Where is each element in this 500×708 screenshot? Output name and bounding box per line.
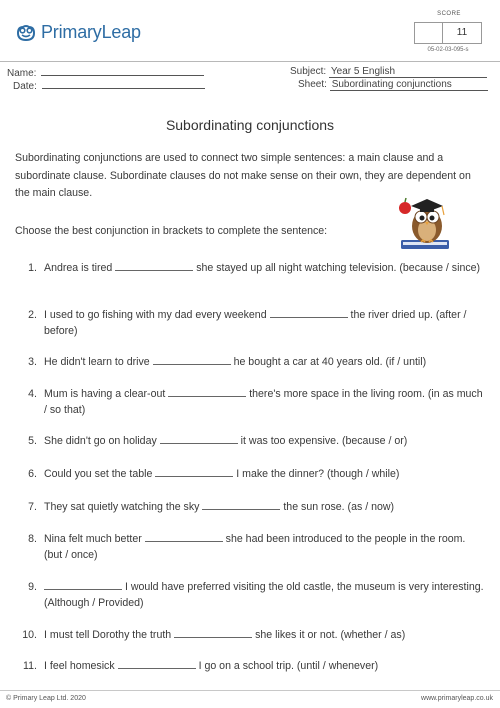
name-field[interactable] xyxy=(41,66,204,76)
date-label: Date: xyxy=(13,81,37,92)
name-row xyxy=(7,66,204,79)
page-title: Subordinating conjunctions xyxy=(165,117,335,133)
question-number: 2. xyxy=(28,309,37,321)
question-number: 10. xyxy=(22,629,37,641)
brand-logo[interactable] xyxy=(15,22,141,43)
question-text: Nina felt much better she had been introduced to the people in the room. (but / once) xyxy=(44,533,466,561)
answer-blank[interactable] xyxy=(160,434,238,444)
answer-blank[interactable] xyxy=(118,659,196,669)
name-label: Name: xyxy=(7,68,37,79)
sheet-label: Sheet: xyxy=(298,79,327,90)
answer-blank[interactable] xyxy=(202,500,280,510)
page-header xyxy=(0,0,500,64)
answer-blank[interactable] xyxy=(155,467,233,477)
brand-name: PrimaryLeap xyxy=(41,22,141,42)
answer-blank[interactable] xyxy=(174,628,252,638)
sheet-code: 05-02-03-095-s xyxy=(427,47,469,53)
score-blank xyxy=(415,23,443,43)
owl-graduate-icon xyxy=(395,190,457,254)
question-text: I would have preferred visiting the old castle, the museum is very interesting. (Although / Provided) xyxy=(44,581,484,609)
score-value: 11 xyxy=(456,27,468,38)
answer-blank[interactable] xyxy=(270,308,348,318)
sheet-row xyxy=(298,79,488,91)
question-text: He didn't learn to drive he bought a car at 40 years old. (if / until) xyxy=(44,356,427,368)
question-text: I used to go fishing with my dad every weekend the river dried up. (after / before) xyxy=(44,309,467,337)
answer-blank[interactable] xyxy=(168,387,246,397)
question-text: Could you set the table I make the dinner? (though / while) xyxy=(44,468,400,480)
answer-blank[interactable] xyxy=(44,580,122,590)
question-number: 3. xyxy=(28,356,37,368)
question-number: 7. xyxy=(28,501,37,513)
answer-blank[interactable] xyxy=(115,261,193,271)
question-number: 11. xyxy=(23,660,37,672)
date-row xyxy=(13,79,205,92)
frog-logo-icon xyxy=(15,24,37,42)
score-label: SCORE xyxy=(437,11,461,17)
sheet-value: Subordinating conjunctions xyxy=(330,79,488,91)
footer-copyright: © Primary Leap Ltd. 2020 xyxy=(6,695,86,702)
date-field[interactable] xyxy=(42,79,205,89)
score-box xyxy=(414,22,482,44)
question-text: They sat quietly watching the sky the sun rose. (as / now) xyxy=(44,501,395,513)
header-divider xyxy=(0,61,500,62)
question-number: 6. xyxy=(28,468,37,480)
question-text: I must tell Dorothy the truth she likes it or not. (whether / as) xyxy=(44,629,406,641)
intro-paragraph: Subordinating conjunctions are used to connect two simple sentences: a main clause and a subordinate clause. Subordinate clauses do not make sense on their own, they are dependent on the main clause. xyxy=(15,152,471,199)
answer-blank[interactable] xyxy=(153,355,231,365)
question-text: She didn't go on holiday it was too expensive. (because / or) xyxy=(44,435,408,447)
question-number: 4. xyxy=(28,388,37,400)
question-number: 8. xyxy=(28,533,37,545)
instruction-text: Choose the best conjunction in brackets to complete the sentence: xyxy=(15,225,328,237)
question-number: 9. xyxy=(28,581,37,593)
question-number: 5. xyxy=(28,435,37,447)
question-text: Mum is having a clear-out there's more space in the living room. (in as much / so that) xyxy=(44,388,483,416)
subject-value: Year 5 English xyxy=(329,66,487,78)
answer-blank[interactable] xyxy=(145,532,223,542)
question-number: 1. xyxy=(28,262,37,274)
footer-website-link[interactable]: www.primaryleap.co.uk xyxy=(421,695,493,702)
question-text: Andrea is tired she stayed up all night watching television. (because / since) xyxy=(44,262,481,274)
subject-label: Subject: xyxy=(290,66,327,77)
question-text: I feel homesick I go on a school trip. (until / whenever) xyxy=(44,660,379,672)
footer-divider xyxy=(0,690,500,691)
subject-row xyxy=(290,66,487,78)
